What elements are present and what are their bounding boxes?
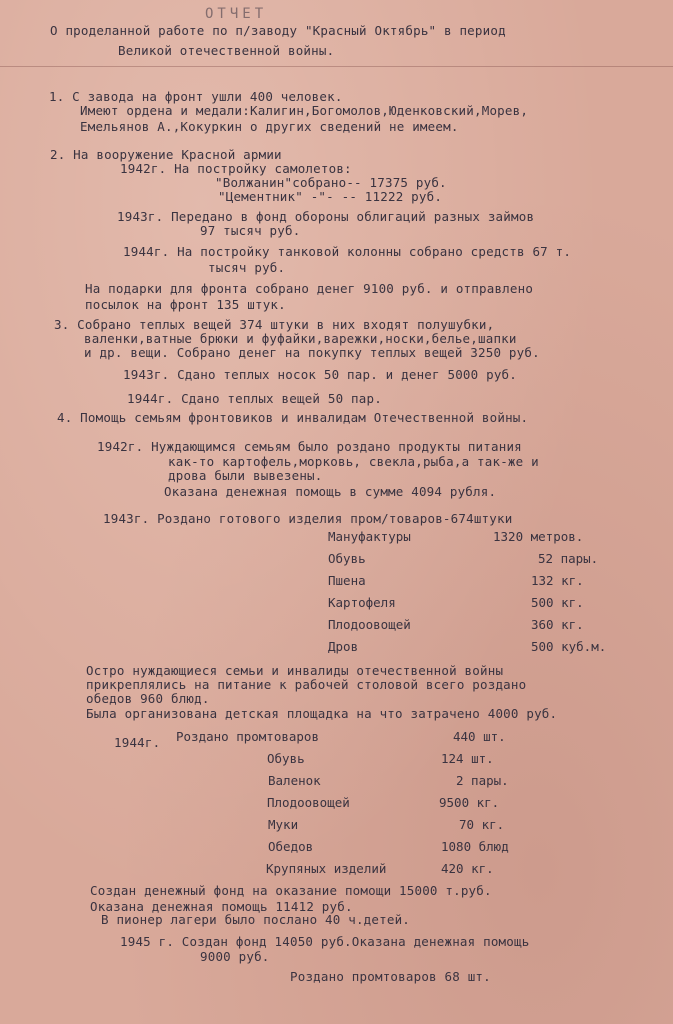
table-qty: 132 кг.: [531, 573, 584, 588]
table-item: Картофеля: [328, 595, 396, 610]
table-item: Плодоовощей: [267, 795, 350, 810]
section-2-cementnik-line: "Цементник" -"- -- 11222 руб.: [218, 189, 443, 204]
paper-fold-line: [0, 66, 673, 67]
table-item: Мануфактуры: [328, 529, 411, 544]
section-3-line-2: валенки,ватные брюки и фуфайки,варежки,носки,белье,шапки: [84, 331, 517, 346]
section-3-line-1: 3. Собрано теплых вещей 374 штуки в них входят полушубки,: [54, 317, 495, 332]
table-item: Обедов: [268, 839, 314, 854]
section-3-1944-line: 1944г. Сдано теплых вещей 50 пар.: [127, 391, 382, 406]
table-qty: 124 шт.: [441, 751, 494, 766]
table-item: Обувь: [328, 551, 366, 566]
document-title: ОТЧЕТ: [205, 6, 268, 22]
section-4-1943-line: 1943г. Роздано готового изделия пром/товаров-674штуки: [103, 511, 513, 526]
section-2-volzhanin-line: "Волжанин"собрано-- 17375 руб.: [215, 175, 447, 190]
section-2-heading: 2. На вооружение Красной армии: [50, 147, 282, 162]
section-4-needy-line-3: обедов 960 блюд.: [86, 691, 210, 706]
table-item: Муки: [268, 817, 299, 832]
table-item: Дров: [328, 639, 359, 654]
table-item: Плодоовощей: [328, 617, 411, 632]
section-2-1944-line-2: тысяч руб.: [208, 260, 286, 275]
table-qty: 440 шт.: [453, 729, 506, 744]
section-4-1945-line-3: Роздано промтоваров 68 шт.: [290, 969, 491, 984]
section-2-1944-line-1: 1944г. На постройку танковой колонны собрано средств 67 т.: [123, 244, 572, 259]
table-item: Валенок: [268, 773, 321, 788]
table-qty: 1080 блюд: [441, 839, 509, 854]
table-item: Пшена: [328, 573, 366, 588]
section-4-needy-line-1: Остро нуждающиеся семьи и инвалиды отечественной войны: [86, 663, 504, 678]
section-4-1945-line-2: 9000 руб.: [200, 949, 270, 964]
table-item: Крупяных изделий: [266, 861, 387, 876]
section-4-fund-line-2: Оказана денежная помощь 11412 руб.: [90, 899, 353, 914]
section-4-heading: 4. Помощь семьям фронтовиков и инвалидам Отечественной войны.: [57, 410, 529, 425]
section-4-playground-line: Была организована детская площадка на что затрачено 4000 руб.: [86, 706, 558, 721]
table-qty: 2 пары.: [456, 773, 509, 788]
distribution-table-1944: [176, 730, 536, 880]
section-4-1945-line-1: 1945 г. Создан фонд 14050 руб.Оказана денежная помощь: [120, 934, 530, 949]
section-3-line-3: и др. вещи. Собрано денег на покупку теплых вещей 3250 руб.: [84, 345, 540, 360]
table-item: Обувь: [267, 751, 305, 766]
document-subtitle-line-2: Великой отечественной войны.: [118, 43, 335, 58]
section-4-needy-line-2: прикреплялись на питание к рабочей столовой всего роздано: [86, 677, 527, 692]
section-1-line-2: Емельянов А.,Кокуркин о других сведений не имеем.: [80, 119, 459, 134]
document-subtitle-line-1: О проделанной работе по п/заводу "Красный Октябрь" в период: [50, 23, 506, 38]
table-qty: 52 пары.: [538, 551, 599, 566]
section-2-1943-line-1: 1943г. Передано в фонд обороны облигаций разных займов: [117, 209, 535, 224]
section-4-fund-line-3: В пионер лагери было послано 40 ч.детей.: [101, 912, 411, 927]
table-qty: 420 кг.: [441, 861, 494, 876]
section-4-1942-line-2: как-то картофель,морковь, свекла,рыба,а так-же и: [168, 454, 539, 469]
table-qty: 500 куб.м.: [531, 639, 607, 654]
table-qty: 360 кг.: [531, 617, 584, 632]
section-1-heading: 1. С завода на фронт ушли 400 человек.: [49, 89, 343, 104]
section-2-gifts-line-2: посылок на фронт 135 штук.: [85, 297, 286, 312]
table-qty: 70 кг.: [459, 817, 505, 832]
table-qty: 500 кг.: [531, 595, 584, 610]
table-qty: 9500 кг.: [439, 795, 500, 810]
section-2-1943-line-2: 97 тысяч руб.: [200, 223, 301, 238]
distribution-table-1943: [328, 530, 640, 660]
table-qty: 1320 метров.: [493, 529, 584, 544]
section-4-1942-line-3: дрова были вывезены.: [168, 468, 323, 483]
table-item: Роздано промтоваров: [176, 729, 319, 744]
section-2-gifts-line-1: На подарки для фронта собрано денег 9100 руб. и отправлено: [85, 281, 534, 296]
section-2-1942-line: 1942г. На постройку самолетов:: [120, 161, 352, 176]
section-4-1942-line-1: 1942г. Нуждающимся семьям было роздано продукты питания: [97, 439, 522, 454]
section-4-1942-line-4: Оказана денежная помощь в сумме 4094 рубля.: [164, 484, 497, 499]
section-1-line-1: Имеют ордена и медали:Калигин,Богомолов,Юденковский,Морев,: [80, 103, 529, 118]
section-3-1943-line: 1943г. Сдано теплых носок 50 пар. и денег 5000 руб.: [123, 367, 518, 382]
section-4-1944-label: 1944г.: [114, 735, 161, 750]
section-4-fund-line-1: Создан денежный фонд на оказание помощи 15000 т.руб.: [90, 883, 492, 898]
